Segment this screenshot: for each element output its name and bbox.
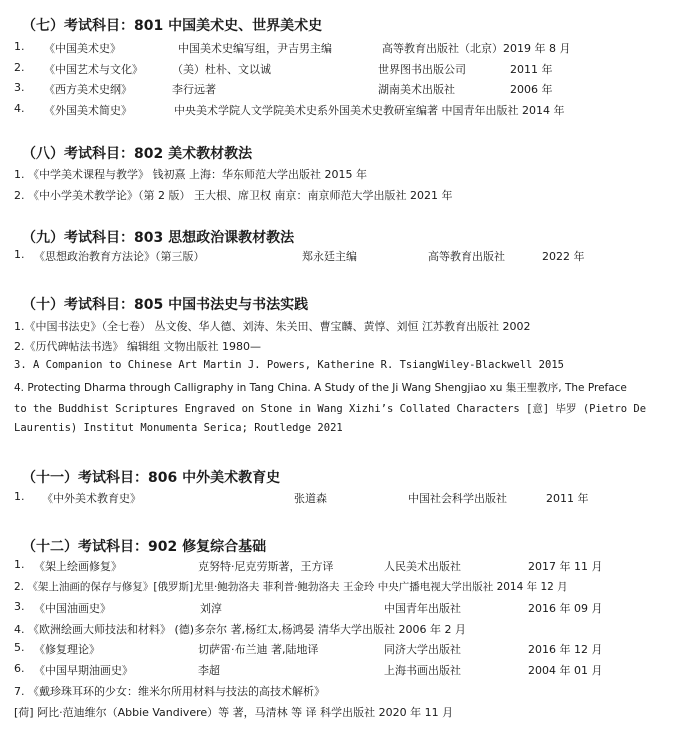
book-publisher: 中国青年出版社 [384, 602, 461, 615]
book-year: 2004 年 01 月 [528, 664, 603, 677]
book-year: 2017 年 11 月 [528, 560, 603, 573]
book-title: 《思想政治教育方法论》（第三版） [34, 250, 205, 263]
section-11-heading: （十一）考试科目：806 中外美术教育史 [22, 470, 281, 486]
list-item-continued: Laurentis) Institut Monumenta Serica; Routledge 2021 [14, 422, 343, 434]
book-title: 《中国美术史》 [44, 42, 121, 55]
book-author: 张道森 [294, 492, 327, 505]
list-item: 2. 《中小学美术教学论》（第 2 版） 王大根、席卫权 南京：南京师范大学出版社 2021 年 [14, 189, 453, 202]
book-publisher: 高等教育出版社 [428, 250, 505, 263]
item-number: 5. [14, 641, 25, 654]
book-author: 克努特·尼克劳斯著，王方译 [198, 560, 334, 573]
book-author: （美）杜朴、文以诚 [172, 63, 271, 76]
section-9-heading: （九）考试科目：803 思想政治课教材教法 [22, 230, 295, 246]
item-number: 1. [14, 248, 25, 261]
item-number: 1. [14, 558, 25, 571]
list-item-continued: to the Buddhist Scriptures Engraved on Stone in Wang Xizhi’s Collated Characters [意] 毕罗 (Pietro De [14, 403, 647, 415]
book-title: 《架上绘画修复》 [34, 560, 122, 573]
book-publisher: 中国社会科学出版社 [408, 492, 507, 505]
book-author: 刘淳 [200, 602, 222, 615]
book-year: 2016 年 12 月 [528, 643, 603, 656]
item-number: 3. [14, 81, 25, 94]
book-publisher: 湖南美术出版社 [378, 83, 455, 96]
book-title: 《中外美术教育史》 [42, 492, 141, 505]
book-year: 2011 年 [510, 63, 553, 76]
item-number: 2. [14, 61, 25, 74]
book-title: 《中国早期油画史》 [34, 664, 133, 677]
section-12-heading: （十二）考试科目：902 修复综合基础 [22, 539, 267, 555]
book-year: 2016 年 09 月 [528, 602, 603, 615]
book-year: 2022 年 [542, 250, 585, 263]
book-title: 《外国美术简史》 [44, 104, 132, 117]
book-title: 《修复理论》 [34, 643, 100, 656]
section-8-heading: （八）考试科目：802 美术教材教法 [22, 146, 253, 162]
item-number: 4. [14, 102, 25, 115]
item-number: 1. [14, 490, 25, 503]
list-item: 2.《历代碑帖法书选》 编辑组 文物出版社 1980— [14, 340, 261, 353]
list-item: 7. 《戴珍珠耳环的少女：维米尔所用材料与技法的高技术解析》 [14, 685, 325, 698]
book-publisher: 高等教育出版社（北京）2019 年 8 月 [382, 42, 571, 55]
book-year: 2011 年 [546, 492, 589, 505]
book-publisher: 人民美术出版社 [384, 560, 461, 573]
list-item: 1. 《中学美术课程与教学》 钱初熹 上海：华东师范大学出版社 2015 年 [14, 168, 367, 181]
book-author: 郑永廷主编 [302, 250, 357, 263]
item-number: 3. [14, 600, 25, 613]
item-number: 6. [14, 662, 25, 675]
list-item-continued: [荷] 阿比·范迪维尔（Abbie Vandivere）等 著，马清林 等 译 科学出版社 2020 年 11 月 [14, 706, 454, 719]
book-title: 《西方美术史纲》 [44, 83, 132, 96]
book-publisher: 同济大学出版社 [384, 643, 461, 656]
book-author: 中央美术学院人文学院美术史系外国美术史教研室编著 中国青年出版社 2014 年 [174, 104, 565, 117]
section-10-heading: （十）考试科目：805 中国书法史与书法实践 [22, 297, 309, 313]
book-title: 《中国艺术与文化》 [44, 63, 143, 76]
list-item: 2. 《架上油画的保存与修复》[俄罗斯]尤里·鲍勃洛夫 菲利普·鲍勃洛夫 王金玲 中央广播电视大学出版社 2014 年 12 月 [14, 581, 568, 593]
section-7-heading: （七）考试科目：801 中国美术史、世界美术史 [22, 18, 323, 34]
list-item: 4. Protecting Dharma through Calligraphy in Tang China. A Study of the Ji Wang Shengjiao xu 集王聖教序, The Preface [14, 382, 627, 394]
list-item: 3. A Companion to Chinese Art Martin J. Powers, Katherine R. TsiangWiley-Blackwell 2015 [14, 359, 564, 371]
book-publisher: 上海书画出版社 [384, 664, 461, 677]
book-author: 李超 [198, 664, 220, 677]
book-author: 中国美术史编写组，尹吉男主编 [178, 42, 332, 55]
list-item: 4. 《欧洲绘画大师技法和材料》 (德)多奈尔 著,杨红太,杨鸿晏 清华大学出版社 2006 年 2 月 [14, 623, 467, 636]
book-author: 切萨雷·布兰迪 著,陆地译 [198, 643, 319, 656]
list-item: 1.《中国书法史》（全七卷） 丛文俊、华人德、刘涛、朱关田、曹宝麟、黄惇、刘恒 江苏教育出版社 2002 [14, 320, 531, 333]
book-title: 《中国油画史》 [34, 602, 111, 615]
item-number: 1. [14, 40, 25, 53]
book-author: 李行远著 [172, 83, 216, 96]
book-publisher: 世界图书出版公司 [378, 63, 466, 76]
book-year: 2006 年 [510, 83, 553, 96]
